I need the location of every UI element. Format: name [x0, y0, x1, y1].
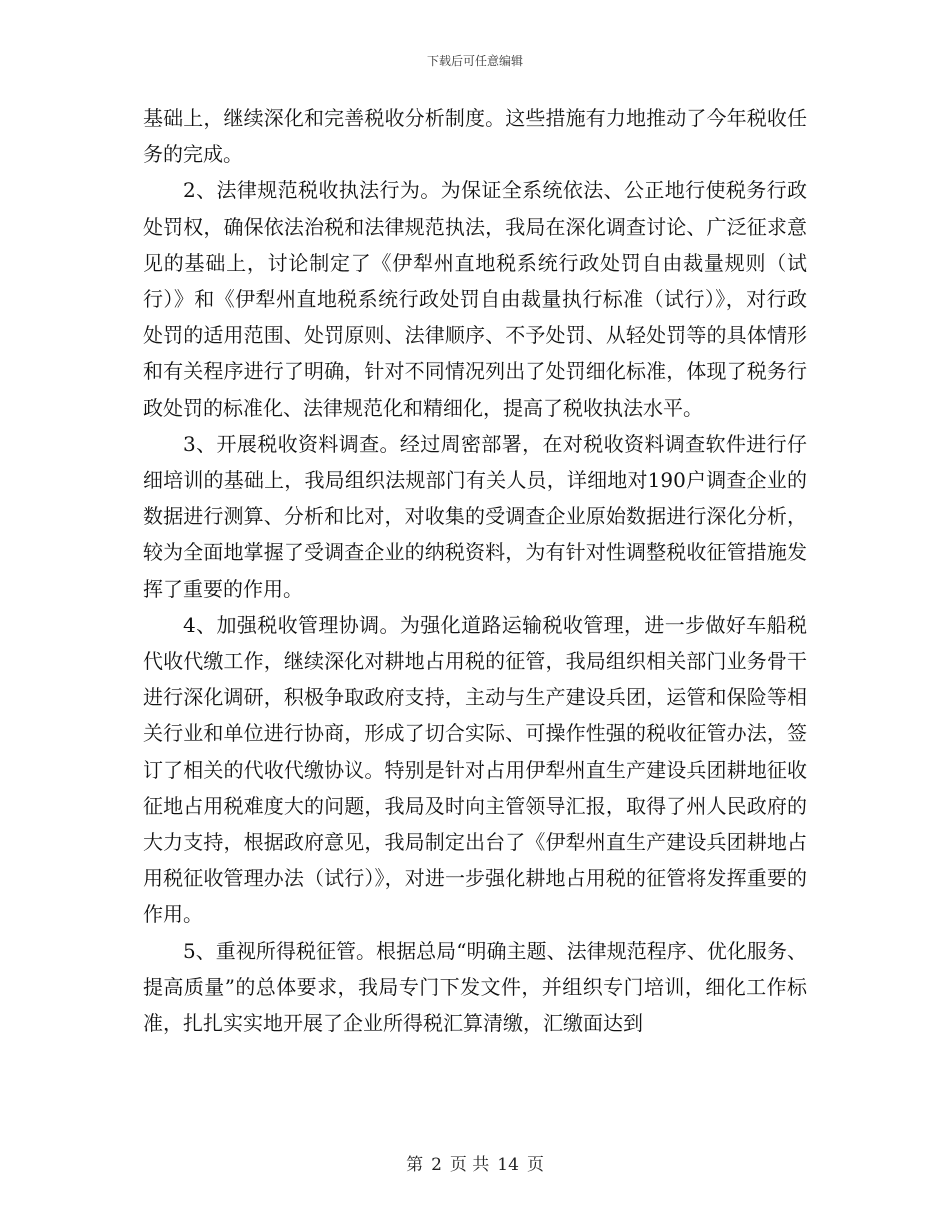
page-header	[0, 52, 950, 69]
total-pages-number: 14	[497, 1155, 519, 1175]
document-body	[143, 100, 807, 1041]
page-suffix: 页	[526, 1155, 544, 1175]
paragraph-3-tax-data-survey: 3、开展税收资料调查。经过周密部署，在对税收资料调查软件进行仔细培训的基础上，我局组织法规部门有关人员，详细地对190户调查企业的数据进行测算、分析和比对，对收集的受调查企业原始数据进行深化分析，较为全面地掌握了受调查企业的纳税资料，为有针对性调整税收征管措施发挥了重要的作用。	[143, 431, 807, 601]
page-footer	[0, 1150, 950, 1175]
paragraph-5-income-tax: 5、重视所得税征管。根据总局“明确主题、法律规范程序、优化服务、提高质量”的总体要求，我局专门下发文件，并组织专门培训，细化工作标准，扎扎实实地开展了企业所得税汇算清缴，汇缴面达到	[143, 938, 807, 1036]
page-prefix: 第	[406, 1155, 424, 1175]
page-mid-text: 页 共	[449, 1155, 490, 1175]
current-page-number: 2	[431, 1155, 442, 1175]
paragraph-2-legal-enforcement: 2、法律规范税收执法行为。为保证全系统依法、公正地行使税务行政处罚权，确保依法治税和法律规范执法，我局在深化调查讨论、广泛征求意见的基础上，讨论制定了《伊犁州直地税系统行政处罚自由裁量规则（试行）》和《伊犁州直地税系统行政处罚自由裁量执行标准（试行）》，对行政处罚的适用范围、处罚原则、法律顺序、不予处罚、从轻处罚等的具体情形和有关程序进行了明确，针对不同情况列出了处罚细化标准，体现了税务行政处罚的标准化、法律规范化和精细化，提高了税收执法水平。	[143, 178, 807, 420]
header-text: 下载后可任意编辑	[426, 54, 523, 68]
paragraph-continuation: 基础上，继续深化和完善税收分析制度。这些措施有力地推动了今年税收任务的完成。	[143, 106, 807, 167]
paragraph-4-management-coordination: 4、加强税收管理协调。为强化道路运输税收管理，进一步做好车船税代收代缴工作，继续深化对耕地占用税的征管，我局组织相关部门业务骨干进行深化调研，积极争取政府支持，主动与生产建设兵团，运管和保险等相关行业和单位进行协商，形成了切合实际、可操作性强的税收征管办法，签订了相关的代收代缴协议。特别是针对占用伊犁州直生产建设兵团耕地征收征地占用税难度大的问题，我局及时向主管领导汇报，取得了州人民政府的大力支持，根据政府意见，我局制定出台了《伊犁州直生产建设兵团耕地占用税征收管理办法（试行）》，对进一步强化耕地占用税的征管将发挥重要的作用。	[143, 612, 807, 927]
